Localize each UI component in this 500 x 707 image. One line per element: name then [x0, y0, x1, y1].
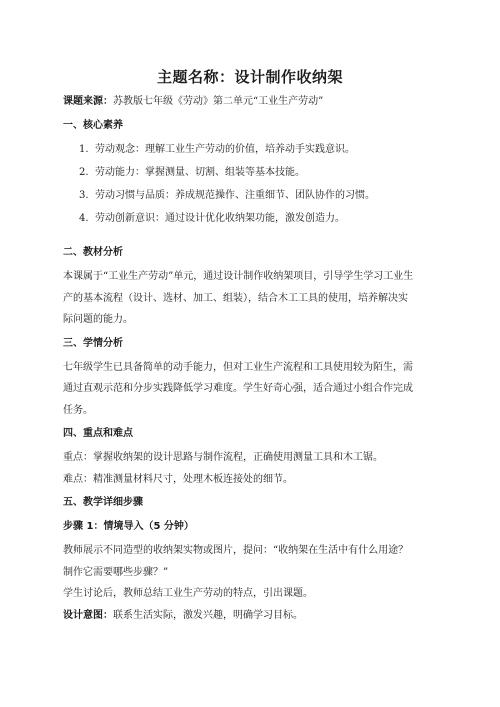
design-intent [63, 605, 437, 627]
section-heading-core-literacy: 一、核心素养 [63, 120, 123, 131]
design-intent-label: 设计意图： [63, 609, 113, 621]
design-intent-text: 联系生活实际，激发兴趣，明确学习目标。 [113, 609, 303, 621]
list-item-text: 劳动习惯与品质：养成规范操作、注重细节、团队协作的习惯。 [95, 190, 375, 201]
difficulty-line: 难点：精准测量材料尺寸，处理木板连接处的细节。 [63, 473, 293, 485]
list-item-number: 3. [79, 190, 89, 201]
page-title: 主题名称：设计制作收纳架 [156, 68, 343, 86]
list-item-number: 4. [79, 213, 89, 224]
list-item [79, 212, 437, 226]
paragraph-line: 本课属于“工业生产劳动”单元，通过设计制作收纳架项目，引导学生学习工业生 [63, 271, 414, 282]
course-source-value: 苏教版七年级《劳动》第二单元“工业生产劳动” [113, 96, 324, 107]
paragraph-line: 学生讨论后，教师总结工业生产劳动的特点，引出课题。 [63, 588, 313, 599]
paragraph-line: 产的基本流程（设计、选材、加工、组装），结合木工工具的使用，培养解决实 [63, 292, 408, 304]
course-source-label: 课题来源： [63, 96, 113, 107]
document-body [63, 95, 437, 626]
paragraph-line: 教师展示不同造型的收纳架实物或图片，提问：“收纳架在生活中有什么用途？ [63, 545, 409, 556]
list-item [79, 166, 437, 180]
list-item-text: 劳动创新意识：通过设计优化收纳架功能，激发创造力。 [95, 213, 345, 224]
paragraph-line: 制作它需要哪些步骤？” [63, 566, 169, 578]
list-item-number: 1. [79, 144, 89, 155]
list-item [79, 189, 437, 203]
step-title: 步骤 1：情境导入（5 分钟） [63, 521, 194, 532]
list-item-text: 劳动观念：理解工业生产劳动的价值，培养动手实践意识。 [95, 144, 355, 155]
section-heading-teaching-steps: 五、教学详细步骤 [63, 497, 143, 508]
paragraph-line: 七年级学生已具备简单的动手能力，但对工业生产流程和工具使用较为陌生，需 [63, 361, 413, 373]
section-heading-key-points: 四、重点和难点 [63, 428, 133, 439]
list-item-text: 劳动能力：掌握测量、切割、组装等基本技能。 [95, 167, 305, 178]
list-item-number: 2. [79, 167, 89, 178]
paragraph-line: 通过直观示范和分步实践降低学习难度。学生好奇心强，适合通过小组合作完成 [63, 383, 413, 394]
section-heading-textbook-analysis: 二、教材分析 [63, 247, 123, 258]
core-literacy-list [63, 143, 437, 226]
paragraph-line: 际问题的能力。 [63, 314, 133, 325]
key-point-line: 重点：掌握收纳架的设计思路与制作流程，正确使用测量工具和木工锯。 [63, 452, 383, 463]
paragraph-line: 任务。 [63, 404, 93, 416]
section-heading-learner-analysis: 三、学情分析 [63, 337, 123, 349]
list-item [79, 143, 437, 157]
course-source [63, 95, 437, 109]
